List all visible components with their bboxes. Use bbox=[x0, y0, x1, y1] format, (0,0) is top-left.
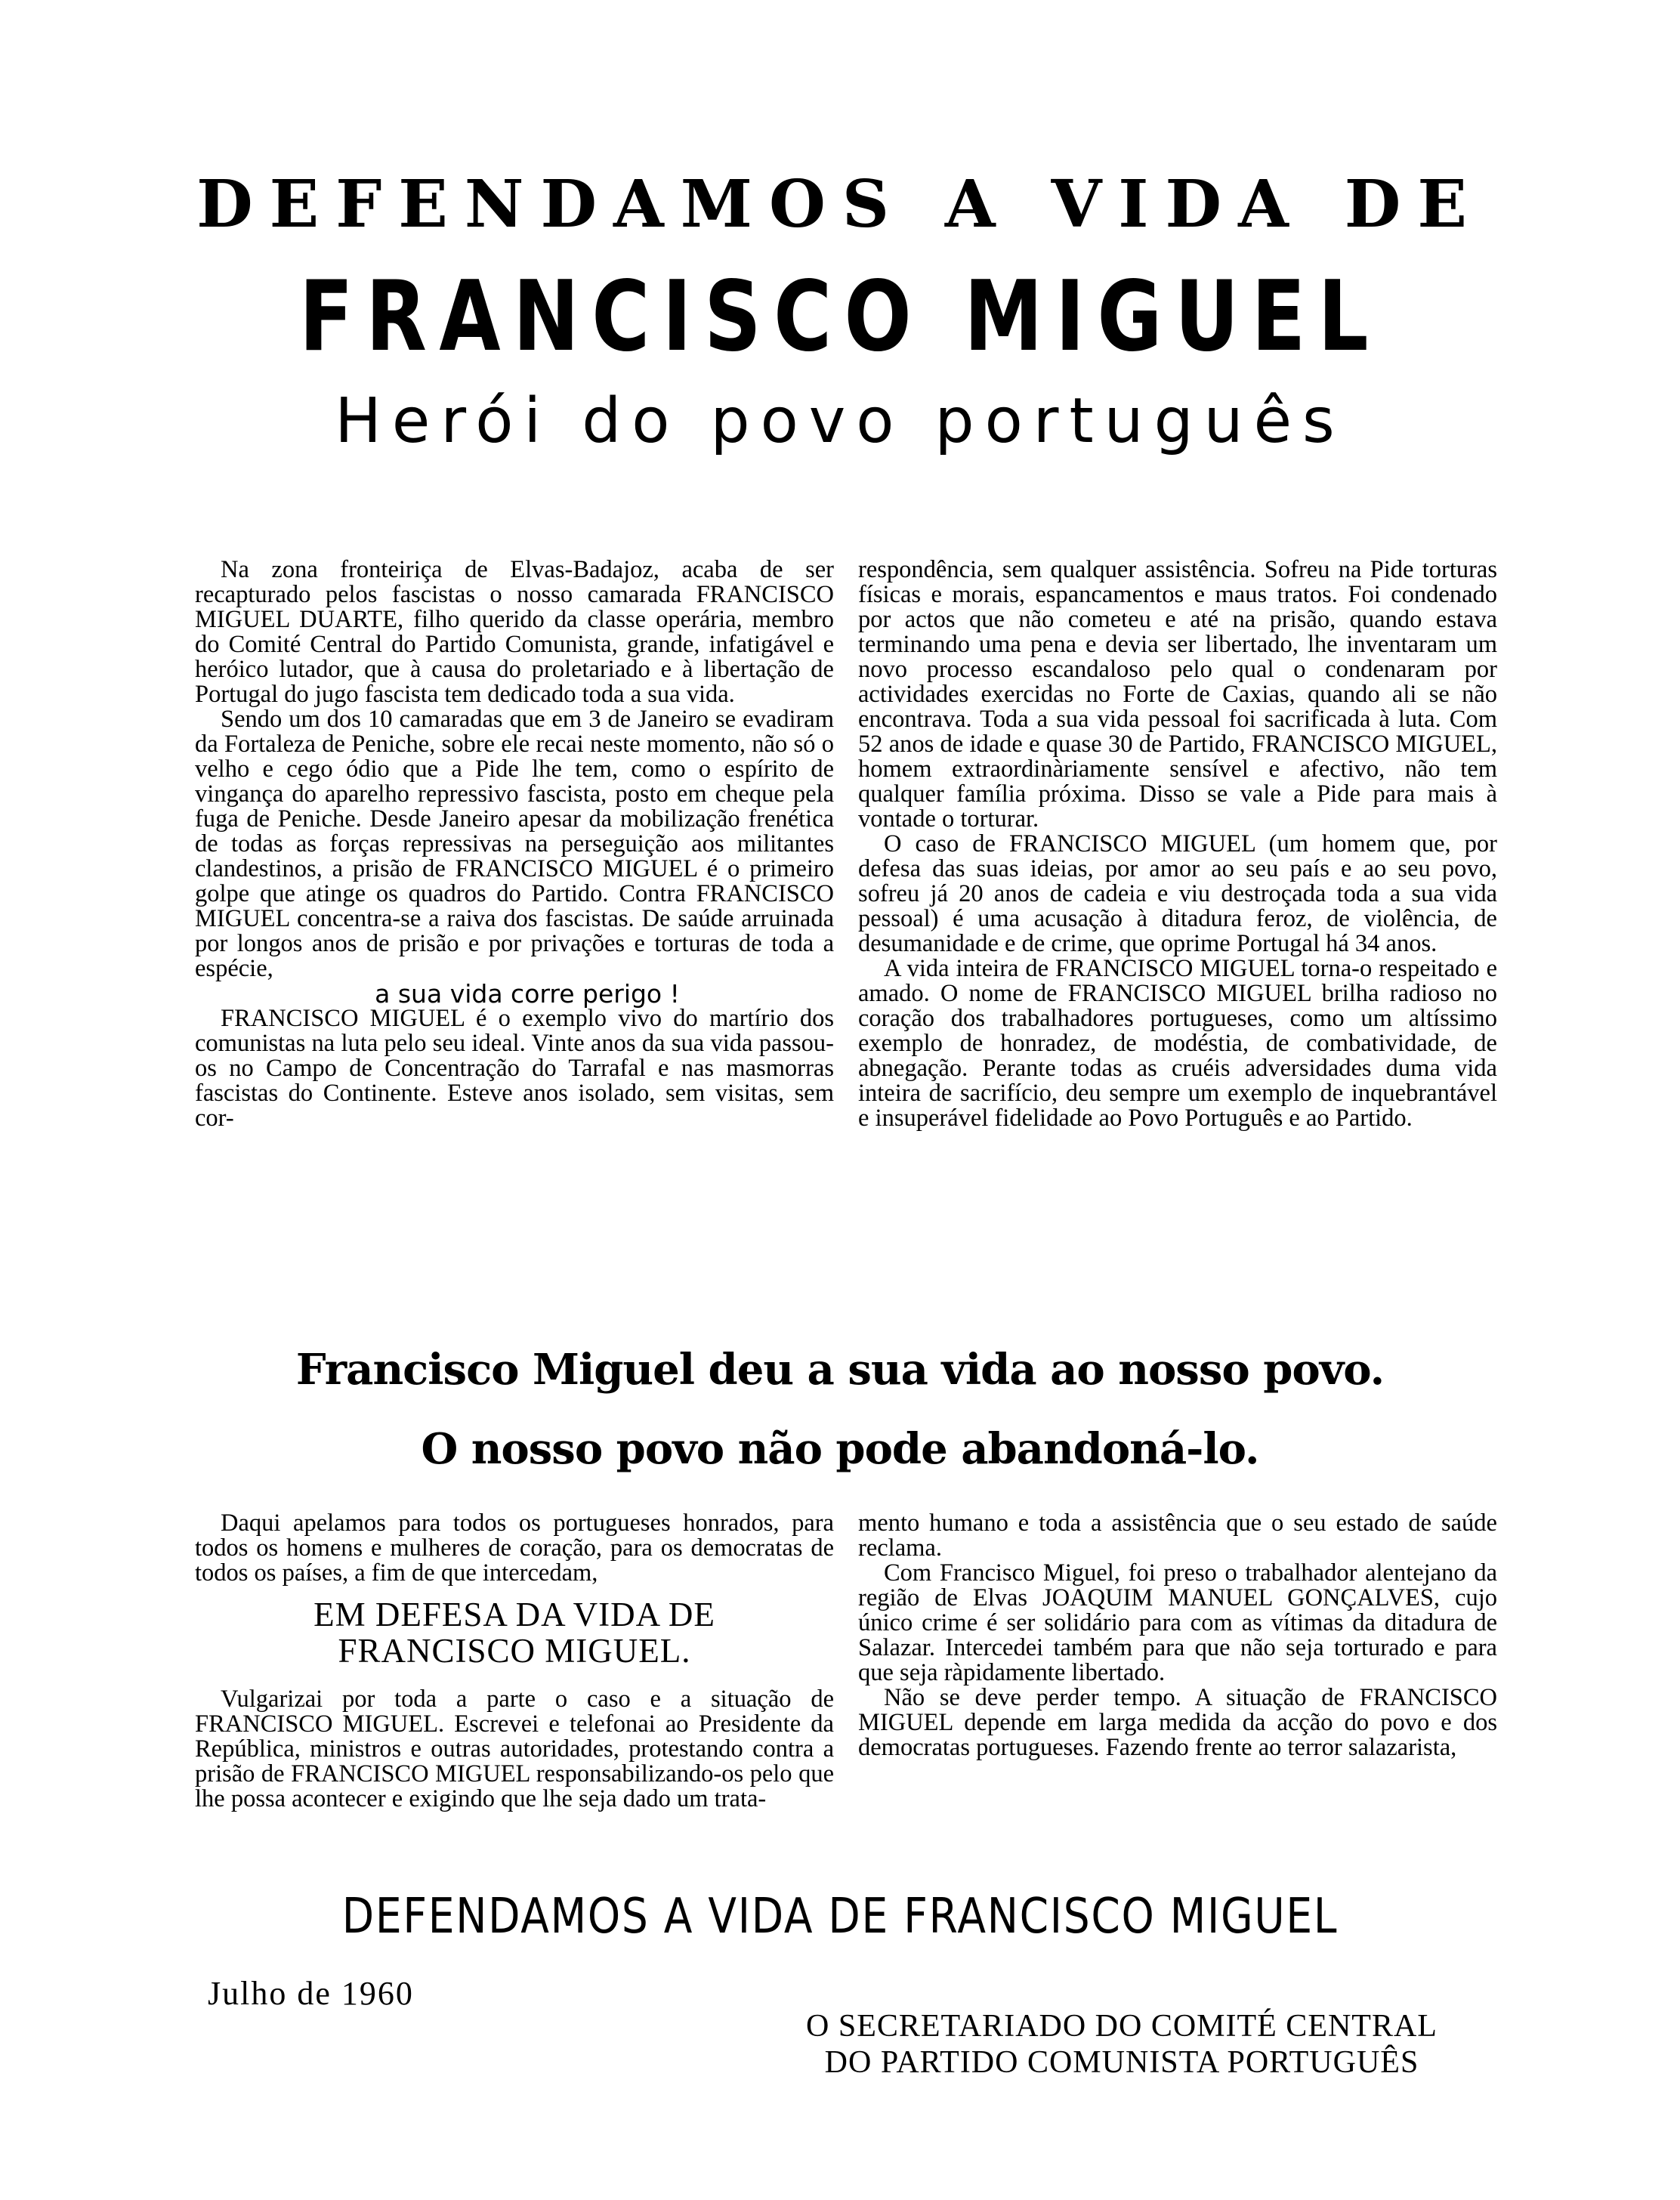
subheading: a sua vida corre perigo ! bbox=[375, 979, 680, 1009]
paragraph: Não se deve perder tempo. A situação de FRANCISCO MIGUEL depende em larga medida da acção do povo e dos democratas portugueses. Fazendo frente ao terror salazarista, bbox=[858, 1684, 1497, 1761]
motto-line-1: Francisco Miguel deu a sua vida ao nosso povo. bbox=[295, 1345, 1385, 1395]
header-title: DEFENDAMOS A VIDA DE bbox=[196, 166, 1484, 243]
signature-line: O SECRETARIADO DO COMITÉ CENTRAL bbox=[806, 2009, 1438, 2044]
header-subtitle: Herói do povo português bbox=[335, 385, 1345, 457]
appeal-left-column bbox=[195, 1511, 834, 1812]
paragraph: Sendo um dos 10 camaradas que em 3 de Janeiro se evadiram da Fortaleza de Peniche, sobre ele recai neste momento, não só o velho e cego ódio que a Pide lhe tem, como o espírito de vingança do aparelho repressivo fascista, posto em cheque pela fuga de Peniche. Desde Janeiro apesar da mobilização frenética de todas as forças repressivas na perseguição aos militantes clandestinos, a prisão de FRANCISCO MIGUEL é o primeiro golpe que atinge os quadros do Partido. Contra FRANCISCO MIGUEL concentra-se a raiva dos fascistas. De saúde arruinada por longos anos de prisão e por privações e torturas de toda a espécie, bbox=[195, 706, 834, 982]
closing-slogan: DEFENDAMOS A VIDA DE FRANCISCO MIGUEL bbox=[341, 1889, 1339, 1945]
signature bbox=[778, 2008, 1465, 2081]
signature-line: DO PARTIDO COMUNISTA PORTUGUÊS bbox=[824, 2045, 1419, 2080]
paragraph: O caso de FRANCISCO MIGUEL (um homem que, por defesa das suas ideias, por amor ao seu país e ao seu povo, sofreu já 20 anos de cadeia e viu destroçada toda a sua vida pessoal) é uma acusação à ditadura feroz, de violência, de desumanidade e de crime, que oprime Portugal há 34 anos. bbox=[858, 830, 1497, 957]
defesa-heading bbox=[195, 1596, 834, 1669]
paragraph: Vulgarizai por toda a parte o caso e a situação de FRANCISCO MIGUEL. Escrevei e telefonai ao Presidente da República, ministros e outras autoridades, protestando contra a prisão de FRANCISCO MIGUEL responsabilizando-os pelo que lhe possa acontecer e exigindo que lhe seja dado um trata- bbox=[195, 1686, 834, 1812]
paragraph: respondência, sem qualquer assistência. Sofreu na Pide torturas físicas e morais, espancamentos e maus tratos. Foi condenado por actos que não cometeu e até na prisão, quando estava terminando uma pena e devia ser libertado, lhe inventaram um novo processo escandaloso pelo qual o condenaram por actividades exercidas no Forte de Caxias, quando ali se não encontrava. Toda a sua vida pessoal foi sacrificada à luta. Com 52 anos de idade e quase 30 de Partido, FRANCISCO MIGUEL, homem extraordinàriamente sensível e afectivo, não tem qualquer família próxima. Disso se vale a Pide para mais à vontade o torturar. bbox=[858, 556, 1497, 833]
defesa-line: EM DEFESA DA VIDA DE bbox=[313, 1596, 715, 1633]
header-name: FRANCISCO MIGUEL bbox=[299, 261, 1381, 373]
paragraph: A vida inteira de FRANCISCO MIGUEL torna-o respeitado e amado. O nome de FRANCISCO MIGUEL brilha radioso no coração dos trabalhadores portugueses, como um altíssimo exemplo de honradez, de modéstia, de combatividade, de abnegação. Perante todas as cruéis adversidades duma vida inteira de sacrifício, deu sempre um exemplo de inquebrantável e insuperável fidelidade ao Povo Português e ao Partido. bbox=[858, 955, 1497, 1132]
paragraph: Na zona fronteiriça de Elvas-Badajoz, acaba de ser recapturado pelos fascistas o nosso camarada FRANCISCO MIGUEL DUARTE, filho querido da classe operária, membro do Comité Central do Partido Comunista, grande, infatigável e heróico lutador, que à causa do proletariado e à libertação de Portugal do jugo fascista tem dedicado toda a sua vida. bbox=[195, 556, 834, 708]
paragraph: Daqui apelamos para todos os portugueses honrados, para todos os homens e mulheres de coração, para os democratas de todos os países, a fim de que intercedam, bbox=[195, 1509, 834, 1587]
paragraph: Com Francisco Miguel, foi preso o trabalhador alentejano da região de Elvas JOAQUIM MANUEL GONÇALVES, cujo único crime é ser solidário para com as vítimas da ditadura de Salazar. Intercedei também para que não seja torturado e para que seja ràpidamente libertado. bbox=[858, 1559, 1497, 1686]
appeal-right-column bbox=[858, 1511, 1497, 1760]
motto-line-2: O nosso povo não pode abandoná-lo. bbox=[421, 1424, 1259, 1474]
article-left-column bbox=[195, 558, 834, 1131]
defesa-line: FRANCISCO MIGUEL. bbox=[338, 1632, 691, 1670]
date: Julho de 1960 bbox=[208, 1975, 414, 2012]
paragraph: FRANCISCO MIGUEL é o exemplo vivo do martírio dos comunistas na luta pelo seu ideal. Vinte anos da sua vida passou-os no Campo de Concentração do Tarrafal e nas masmorras fascistas do Continente. Esteve anos isolado, sem visitas, sem cor- bbox=[195, 1005, 834, 1132]
paragraph: mento humano e toda a assistência que o seu estado de saúde reclama. bbox=[858, 1509, 1497, 1562]
article-right-column bbox=[858, 558, 1497, 1131]
